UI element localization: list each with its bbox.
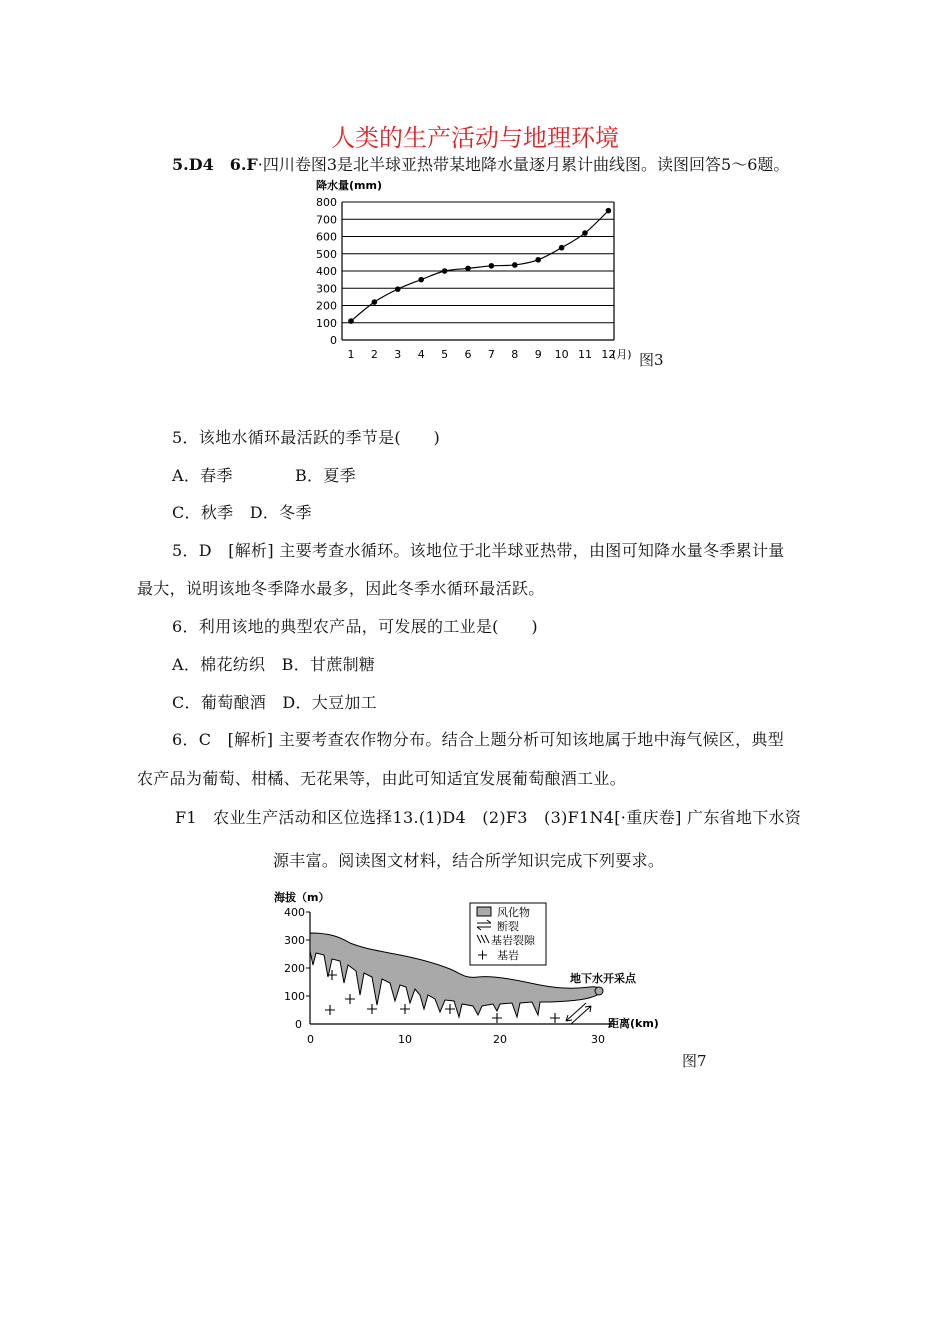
x-tick-0: 0 xyxy=(307,1033,314,1046)
q6-stem: 6．利用该地的典型农产品，可发展的工业是( ) xyxy=(172,617,538,636)
page-title: 人类的生产活动与地理环境 xyxy=(331,124,619,152)
figure-7-label: 图7 xyxy=(682,1052,707,1070)
x-tick-label: 7 xyxy=(487,348,495,361)
x-tick-label: 1 xyxy=(347,348,355,361)
x-tick-label: 5 xyxy=(441,348,449,361)
x-tick-label: 2 xyxy=(370,348,378,361)
y-tick-label: 200 xyxy=(316,299,337,313)
y-tick-label: 100 xyxy=(316,316,337,330)
weathered-layer xyxy=(310,933,601,1017)
data-point-month-9 xyxy=(535,257,541,263)
legend-bedrock: 基岩 xyxy=(497,949,519,962)
q6-option-ab: A．棉花纺织 B．甘蔗制糖 xyxy=(172,655,376,674)
q6-option-cd: C．葡萄酿酒 D．大豆加工 xyxy=(172,693,377,712)
y-tick-100: 100 xyxy=(284,990,305,1003)
y-tick-label: 700 xyxy=(316,213,337,227)
data-point-month-4 xyxy=(418,277,424,283)
y-tick-200: 200 xyxy=(284,962,305,975)
q5-answer-line1: 5．D [解析] 主要考查水循环。该地位于北半球亚热带，由图可知降水量冬季累计量 xyxy=(172,541,785,560)
x-tick-10: 10 xyxy=(398,1033,412,1046)
q5-option-cd: C．秋季 D．冬季 xyxy=(172,503,312,522)
x-tick-label: 9 xyxy=(534,348,542,361)
data-point-month-8 xyxy=(512,262,518,268)
data-point-month-7 xyxy=(489,263,495,269)
section-f1-line1: F1 农业生产活动和区位选择13.(1)D4 (2)F3 (3)F1N4[·重庆卷] 广东省地下水资 xyxy=(175,808,802,827)
data-point-month-10 xyxy=(559,245,565,251)
q5-option-b: B．夏季 xyxy=(295,466,356,485)
y-tick-300: 300 xyxy=(284,934,305,947)
intro-text: ·四川卷图3是北半球亚热带某地降水量逐月累计曲线图。读图回答5～6题。 xyxy=(257,155,790,174)
q6-answer-line2: 农产品为葡萄、柑橘、无花果等，由此可知适宜发展葡萄酿酒工业。 xyxy=(137,769,627,788)
legend-weathered: 风化物 xyxy=(497,906,530,919)
data-point-month-5 xyxy=(442,268,448,274)
x-tick-label: 10 xyxy=(554,348,569,361)
data-point-month-6 xyxy=(465,266,471,272)
q5-answer-line2: 最大，说明该地冬季降水最多，因此冬季水循环最活跃。 xyxy=(137,579,545,598)
x-tick-label: 8 xyxy=(511,348,519,361)
distance-axis-label: 距离(km) xyxy=(608,1017,659,1030)
x-tick-label: 3 xyxy=(394,348,402,361)
x-tick-20: 20 xyxy=(493,1033,507,1046)
y-tick-label: 600 xyxy=(316,230,337,244)
y-ticks xyxy=(306,912,310,996)
y-tick-label: 0 xyxy=(330,334,337,347)
x-tick-label: 11 xyxy=(578,348,592,361)
data-point-month-2 xyxy=(372,299,378,305)
legend-fissure: 基岩裂隙 xyxy=(491,934,535,947)
x-tick-label: 6 xyxy=(464,348,472,361)
data-point-month-11 xyxy=(582,230,588,236)
question-codes: 5.D4 6.F xyxy=(172,155,258,174)
section-f1-line2: 源丰富。阅读图文材料，结合所学知识完成下列要求。 xyxy=(273,851,665,870)
groundwater-cross-section xyxy=(270,885,670,1050)
data-point-month-12 xyxy=(606,208,612,214)
figure-3-label: 图3 xyxy=(639,351,664,369)
y-tick-label: 500 xyxy=(316,247,337,261)
y-tick-label: 800 xyxy=(316,196,337,209)
q5-option-a: A．春季 xyxy=(172,466,233,485)
y-tick-label: 300 xyxy=(316,282,337,296)
precipitation-chart xyxy=(300,175,670,370)
data-point-month-1 xyxy=(348,318,354,324)
legend xyxy=(470,903,546,965)
elevation-axis-label: 海拔（m） xyxy=(274,891,330,904)
x-tick-label: 4 xyxy=(417,348,425,361)
data-point-month-3 xyxy=(395,286,401,292)
x-tick-30: 30 xyxy=(591,1033,605,1046)
legend-fault: 断裂 xyxy=(497,920,519,933)
q5-stem: 5．该地水循环最活跃的季节是( ) xyxy=(172,428,441,447)
x-tick-label: 12 xyxy=(601,348,616,361)
y-tick-label: 400 xyxy=(316,265,337,278)
y-axis-label: 降水量(mm) xyxy=(316,179,382,192)
q6-answer-line1: 6．C [解析] 主要考查农作物分布。结合上题分析可知该地属于地中海气候区，典型 xyxy=(172,730,784,749)
intro-line xyxy=(172,152,789,175)
extraction-point-marker xyxy=(595,987,603,995)
series-line xyxy=(351,211,608,321)
fault-symbol xyxy=(566,1003,591,1024)
y-tick-0: 0 xyxy=(295,1018,302,1031)
legend-swatch-weathered xyxy=(477,907,491,916)
x-axis-unit: (月) xyxy=(612,348,632,361)
extraction-point-label: 地下水开采点 xyxy=(570,972,636,985)
y-tick-400: 400 xyxy=(284,906,305,919)
